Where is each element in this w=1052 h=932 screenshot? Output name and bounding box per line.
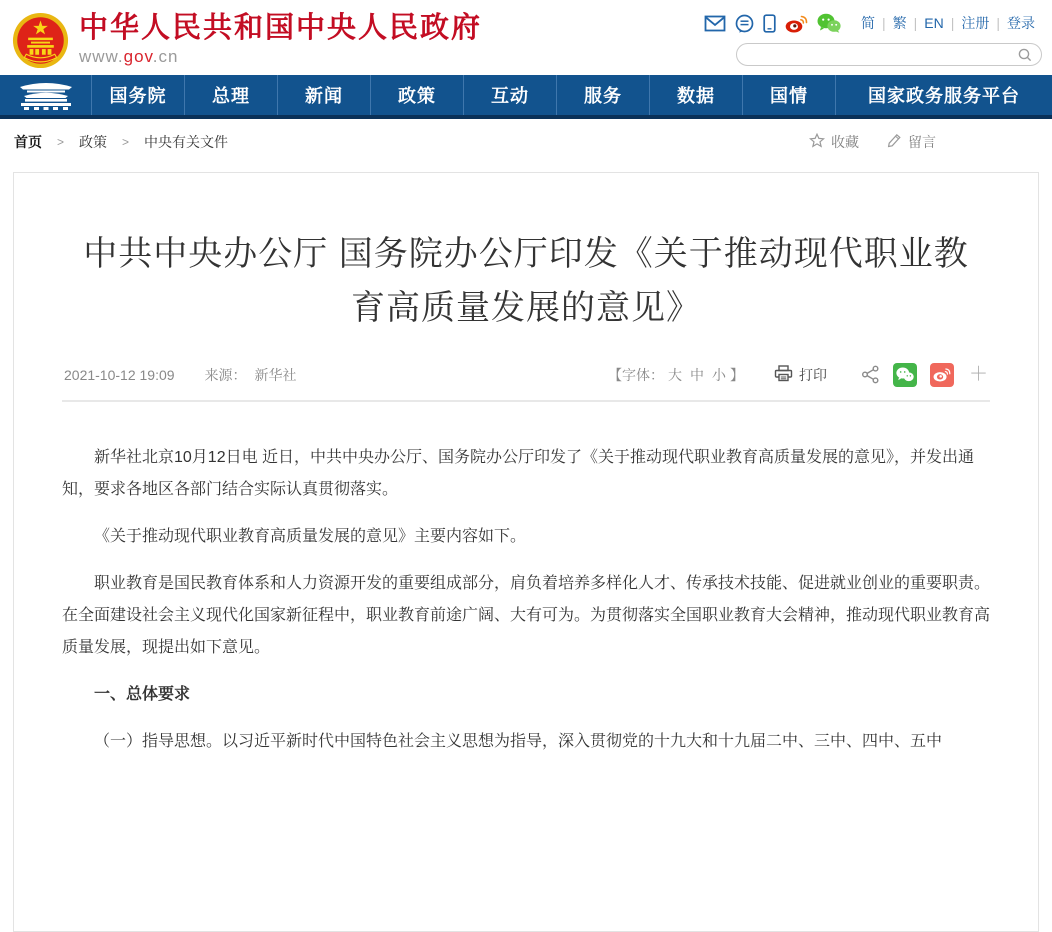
paragraph: （一）指导思想。以习近平新时代中国特色社会主义思想为指导，深入贯彻党的十九大和十九届二中、三中、四中、五中 xyxy=(94,732,943,750)
fontsize-control: 【字体： 大 中 小 】 xyxy=(607,366,744,383)
breadcrumb-home[interactable]: 首页 xyxy=(14,134,42,150)
section-heading: 一、总体要求 xyxy=(94,685,191,703)
site-url: www.gov.cn xyxy=(79,47,179,67)
article-title: 中共中央办公厅 国务院办公厅印发《关于推动现代职业教育高质量发展的意见》 xyxy=(83,235,969,328)
article-card xyxy=(13,172,1039,932)
nav-item-zhengwu-platform[interactable]: 国家政务服务平台 xyxy=(868,86,1020,106)
nav-home-tiananmen-icon[interactable] xyxy=(0,75,92,115)
main-nav xyxy=(0,75,1052,115)
link-english[interactable]: EN xyxy=(924,15,944,31)
link-register[interactable]: 注册 xyxy=(961,15,990,31)
paragraph: 《关于推动现代职业教育高质量发展的意见》主要内容如下。 xyxy=(94,527,527,545)
breadcrumb-separator: > xyxy=(57,135,65,149)
fontsize-medium-button[interactable]: 中 xyxy=(689,366,704,383)
weibo-icon[interactable] xyxy=(785,14,808,33)
star-icon xyxy=(809,133,825,151)
breadcrumb-current: 中央有关文件 xyxy=(144,134,229,150)
weibo-share-icon[interactable] xyxy=(930,363,954,387)
share-toolbar xyxy=(861,363,988,387)
nav-item-shuju[interactable]: 数据 xyxy=(650,75,743,115)
breadcrumb-separator: > xyxy=(122,135,130,149)
site-title: 中华人民共和国中央人民政府 xyxy=(79,11,483,44)
breadcrumb-actions xyxy=(809,132,936,152)
favorite-button[interactable]: 收藏 xyxy=(809,132,859,152)
nav-item-guowuyuan[interactable]: 国务院 xyxy=(92,75,185,115)
mobile-icon[interactable] xyxy=(763,14,776,33)
pencil-icon xyxy=(887,133,902,151)
fontsize-large-button[interactable]: 大 xyxy=(667,366,682,383)
publish-date: 2021-10-12 19:09 xyxy=(64,366,175,383)
nav-item-hudong[interactable]: 互动 xyxy=(464,75,557,115)
fontsize-small-button[interactable]: 小 xyxy=(711,366,726,383)
share-nodes-icon[interactable] xyxy=(861,365,880,384)
meta-divider xyxy=(62,400,990,402)
search-icon[interactable] xyxy=(1017,47,1033,63)
more-share-button[interactable]: ＋ xyxy=(968,364,988,386)
nav-item-zongli[interactable]: 总理 xyxy=(185,75,278,115)
mail-icon[interactable] xyxy=(704,15,726,32)
paragraph: 职业教育是国民教育体系和人力资源开发的重要组成部分，肩负着培养多样化人才、传承技术技能、促进就业创业的重要职责。在全面建设社会主义现代化国家新征程中，职业教育前途广阔、大有可为。为贯彻落实全国职业教育大会精神，推动现代职业教育高质量发展，现提出如下意见。 xyxy=(62,574,991,656)
paragraph: 新华社北京10月12日电 近日，中共中央办公厅、国务院办公厅印发了《关于推动现代职业教育高质量发展的意见》，并发出通知，要求各地区各部门结合实际认真贯彻落实。 xyxy=(62,448,975,498)
site-logo-link[interactable] xyxy=(12,5,482,75)
search-input[interactable] xyxy=(749,46,1017,63)
printer-icon xyxy=(774,365,793,385)
nav-item-guoqing[interactable]: 国情 xyxy=(743,75,836,115)
message-button[interactable]: 留言 xyxy=(887,132,936,152)
breadcrumb xyxy=(14,132,228,152)
search-box xyxy=(736,43,1042,66)
utility-bar xyxy=(704,11,1042,35)
article-source: 来源： 新华社 xyxy=(204,366,297,383)
nav-item-zhengce[interactable]: 政策 xyxy=(371,75,464,115)
breadcrumb-zhengce[interactable]: 政策 xyxy=(79,134,108,150)
print-button[interactable]: 打印 xyxy=(774,365,827,385)
nav-item-xinwen[interactable]: 新闻 xyxy=(278,75,371,115)
link-simplified[interactable]: 简 xyxy=(860,15,875,31)
link-traditional[interactable]: 繁 xyxy=(892,15,907,31)
site-header xyxy=(0,0,1052,75)
comment-icon[interactable] xyxy=(735,14,754,33)
nav-item-fuwu[interactable]: 服务 xyxy=(557,75,650,115)
source-name: 新华社 xyxy=(254,366,297,383)
wechat-share-icon[interactable] xyxy=(893,363,917,387)
wechat-icon[interactable] xyxy=(817,13,841,33)
language-account-links: 简 | 繁 | EN | 注册 | 登录 xyxy=(854,13,1042,33)
link-login[interactable]: 登录 xyxy=(1007,15,1035,31)
article-meta-row xyxy=(62,362,990,388)
national-emblem-icon xyxy=(12,12,69,69)
article-body xyxy=(62,442,990,758)
breadcrumb-row xyxy=(0,119,1052,165)
